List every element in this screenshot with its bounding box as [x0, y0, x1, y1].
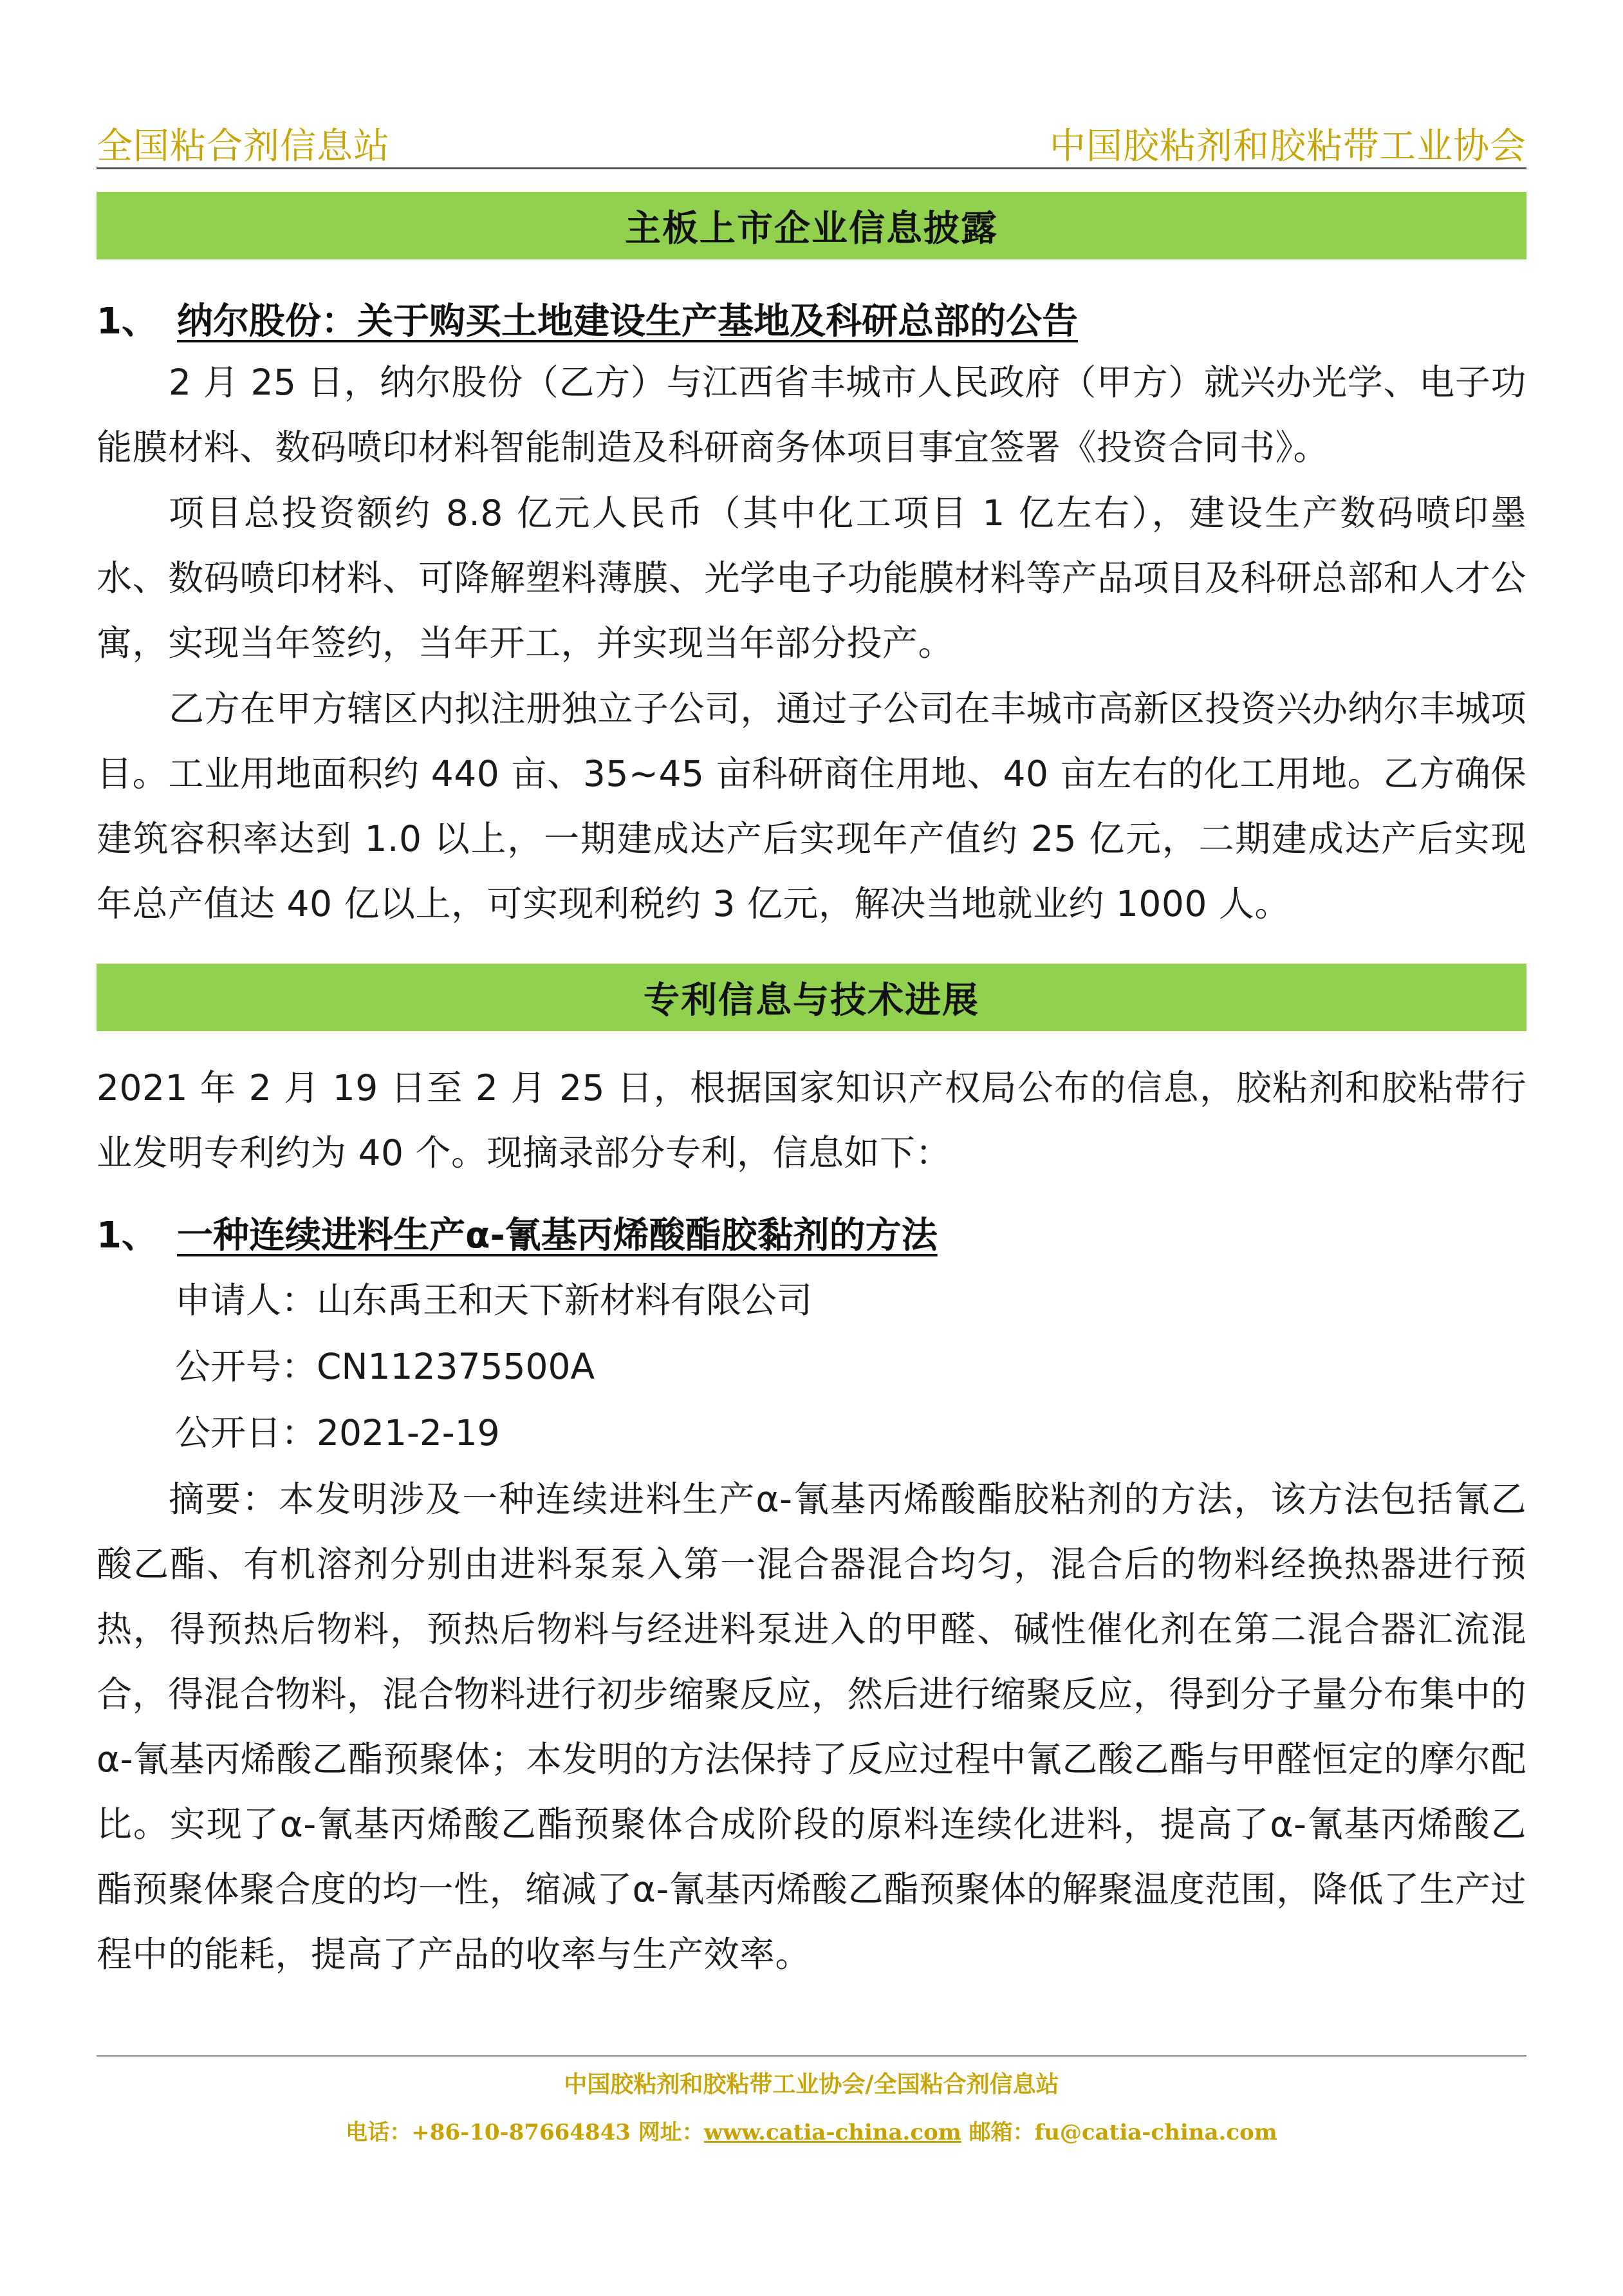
publication-date-field: 公开日：2021-2-19 — [175, 1412, 500, 1453]
paragraph: 2021 年 2 月 19 日至 2 月 25 日，根据国家知识产权局公布的信息，胶粘剂和胶粘带行业发明专利约为 40 个。现摘录部分专利，信息如下： — [97, 1067, 1526, 1173]
section-title: 专利信息与技术进展 — [644, 979, 979, 1022]
footer-email: 邮箱：fu@catia-china.com — [961, 2120, 1277, 2145]
footer-divider — [97, 2055, 1526, 2057]
section-title: 主板上市企业信息披露 — [625, 207, 998, 250]
paragraph: 乙方在甲方辖区内拟注册独立子公司，通过子公司在丰城市高新区投资兴办纳尔丰城项目。工业用地面积约 440 亩、35~45 亩科研商住用地、40 亩左右的化工用地。乙方确保建筑容积率达到 1.0 以上，一期建成达产后实现年产值约 25 亿元，二期建成达产后实现年总产值达 40 亿以上，可实现利税约 3 亿元，解决当地就业约 1000 人。 — [97, 688, 1526, 924]
item-title: 纳尔股份：关于购买土地建设生产基地及科研总部的公告 — [176, 301, 1078, 342]
page-header — [97, 113, 1526, 165]
section-bar-patents — [97, 964, 1526, 1031]
applicant-field: 申请人：山东禹王和天下新材料有限公司 — [175, 1280, 813, 1321]
item-number: 1、 — [97, 1215, 158, 1256]
section-bar-listed-companies — [97, 192, 1526, 259]
footer-organization: 中国胶粘剂和胶粘带工业协会/全国粘合剂信息站 — [564, 2071, 1059, 2098]
footer-contact — [0, 2114, 1623, 2146]
header-right-title: 中国胶粘剂和胶粘带工业协会 — [1050, 126, 1526, 167]
patent-title: 一种连续进料生产α-氰基丙烯酸酯胶黏剂的方法 — [176, 1215, 938, 1256]
header-divider — [97, 167, 1526, 169]
publication-number-field: 公开号：CN112375500A — [175, 1346, 595, 1387]
item-heading — [97, 293, 1078, 344]
abstract-paragraph: 摘要：本发明涉及一种连续进料生产α-氰基丙烯酸酯胶粘剂的方法，该方法包括氰乙酸乙酯、有机溶剂分别由进料泵泵入第一混合器混合均匀，混合后的物料经换热器进行预热，得预热后物料，预热后物料与经进料泵进入的甲醛、碱性催化剂在第二混合器汇流混合，得混合物料，混合物料进行初步缩聚反应，然后进行缩聚反应，得到分子量分布集中的α-氰基丙烯酸乙酯预聚体；本发明的方法保持了反应过程中氰乙酸乙酯与甲醛恒定的摩尔配比。实现了α-氰基丙烯酸乙酯预聚体合成阶段的原料连续化进料，提高了α-氰基丙烯酸乙酯预聚体聚合度的均一性，缩减了α-氰基丙烯酸乙酯预聚体的解聚温度范围，降低了生产过程中的能耗，提高了产品的收率与生产效率。 — [97, 1479, 1526, 1975]
paragraph: 2 月 25 日，纳尔股份（乙方）与江西省丰城市人民政府（甲方）就兴办光学、电子功能膜材料、数码喷印材料智能制造及科研商务体项目事宜签署《投资合同书》。 — [97, 362, 1526, 468]
header-left-title: 全国粘合剂信息站 — [97, 126, 390, 167]
footer-website-link[interactable]: www.catia-china.com — [703, 2120, 961, 2145]
footer-phone: 电话：+86-10-87664843 网址： — [346, 2120, 704, 2145]
item-number: 1、 — [97, 301, 158, 342]
paragraph: 项目总投资额约 8.8 亿元人民币（其中化工项目 1 亿左右），建设生产数码喷印墨水、数码喷印材料、可降解塑料薄膜、光学电子功能膜材料等产品项目及科研总部和人才公寓，实现当年签约，当年开工，并实现当年部分投产。 — [97, 492, 1526, 664]
patent-heading — [97, 1207, 938, 1258]
